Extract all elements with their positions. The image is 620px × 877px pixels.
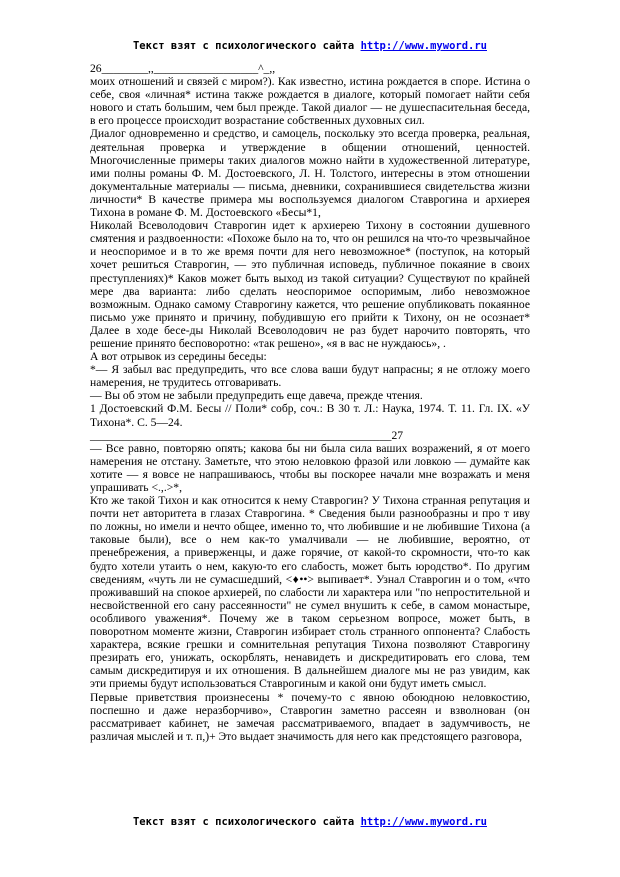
page-number-line-26: 26________,,__________________^_,, bbox=[90, 62, 276, 75]
header-link[interactable]: http://www.myword.ru bbox=[360, 40, 487, 52]
paragraph-9: Первые приветствия произнесены * почему-то с явною обоюдною неловкостию, поспешно и даже неразборчиво», Ставрогин заметно рассеян и взволнован (он рассматривает кабинет, не замечая рассматриваемого, впадает в задумчивость, не различая мыслей и т. п,)+ Это выдает значимость для него как предстоящего разговора, bbox=[90, 690, 530, 743]
paragraph-8: Кто же такой Тихон и как относится к нему Ставрогин? У Тихона странная репутация и почти нет авторитета в глазах Ставрогина. * Сведения были разнообразны и про т иву по ложны, но имели и нечто общее, именно то, что любившие и не любившие Тихона (а таковые были), все о нем как-то умалчивали — не любившие, вероятно, от пренебрежения, а приверженцы, и даже горячие, от какой-то скромности, что-то как будто хотели утаить о нем, какую-то его слабость, может быть юродство*. По другим сведениям, «чуть ли не сумасшедший, <♦••> выпивает*. Узнал Ставрогин и о том, «что проживавший на спокое архиерей, по слабости ли характера или "по непростительной и несвойственной его сану рассеянности" не сумел внушить к себе, в самом монастыре, особливого уважения*. Почему же в таком серьезном вопросе, может быть, в поворотном моменте жизни, Ставрогин избирает столь странного оппонента? Слабость характера, всякие грешки и сомнительная репутация Тихона позволяют Ставрогину презирать его, унижать, оскорблять, ненавидеть и дискредитировать его слова, тем самым дискредитируя и их отношения. В дальнейшем диалоге мы не раз увидим, как эти приемы будут использоваться Ставрогиным и какой они будут иметь смысл. bbox=[90, 494, 530, 691]
paragraph-5: *— Я забыл вас предупредить, что все слова ваши будут напрасны; я не отложу моего намерения, не трудитесь отговаривать. bbox=[90, 363, 530, 390]
page-number-line-27: ____________________________________________________27 bbox=[90, 428, 404, 442]
page-footer bbox=[0, 816, 620, 828]
paragraph-3: Николай Всеволодович Ставрогин идет к архиерею Тихону в состоянии душевного смятения и раздвоенности: «Похоже было на то, что он решился на что-то чрезвычайное и неоспоримое и в то же время почти для него невозможное* (поступок, на который хочет решиться Ставрогин, — это публичная исповедь, публичное покаяние в своих преступлениях)* Каков может быть выход из такой ситуации? Существуют по крайней мере два варианта: либо сделать неоспоримое оспоримым, либо невозможное возможным. Однако самому Ставрогину кажется, что решение опубликовать покаянное письмо уже принято и причину, побудившую его прийти к Тихону, он не осознает* Далее в ходе бесе-ды Николай Всеволодович не раз будет нарочито повторять, что решение принято бесповоротно: «так решено», «я в вас не нуждаюсь», . bbox=[90, 219, 530, 350]
document-body bbox=[90, 62, 530, 743]
footer-text: Текст взят с психологического сайта bbox=[132, 816, 361, 828]
paragraph-1: моих отношений и связей с миром?). Как известно, истина рождается в споре. Истина о себе, своя «личная* истина также рождается в диалоге, который помогает найти себя нового и стать большим, чем был прежде. Такой диалог — не душеспасительная беседа, в его процессе происходит возрастание собственных духовных сил. bbox=[90, 75, 530, 128]
paragraph-2: Диалог одновременно и средство, и самоцель, поскольку это всегда проверка, реальная, деятельная проверка и утверждение в общении отношений, ценностей. Многочисленные примеры таких диалогов можно найти в художественной литературе, ими полны романы Ф. М. Достоевского, Л. Н. Толстого, интересны в этом отношении документальные материалы — письма, дневники, сохранившиеся свидетельства жизни личности* В качестве примера мы воспользуемся диалогом Ставрогина и архиерея Тихона в романе Ф. М. Достоевского «Бесы*1, bbox=[90, 127, 530, 220]
paragraph-4: А вот отрывок из середины беседы: bbox=[90, 350, 267, 364]
footer-link[interactable]: http://www.myword.ru bbox=[360, 816, 487, 828]
paragraph-7: — Все равно, повторяю опять; какова бы ни была сила ваших возражений, я от моего намерения не отстану. Заметьте, что этою неловкою фразой или ловкою — думайте как хотите — я вовсе не напрашиваюсь, чтобы вы поскорее начали мне возражать и меня упрашивать <.,.>*, bbox=[90, 441, 530, 494]
footnote-1: 1 Достоевский Ф.М. Бесы // Поли* собр, соч.: В 30 т. Л.: Наука, 1974. Т. 11. Гл. IX. «У Тихона*. С. 5—24. bbox=[90, 402, 530, 429]
header-text: Текст взят с психологического сайта bbox=[132, 40, 361, 52]
paragraph-6: — Вы об этом не забыли предупредить еще давеча, прежде чтения. bbox=[90, 389, 423, 403]
page-header bbox=[0, 40, 620, 52]
